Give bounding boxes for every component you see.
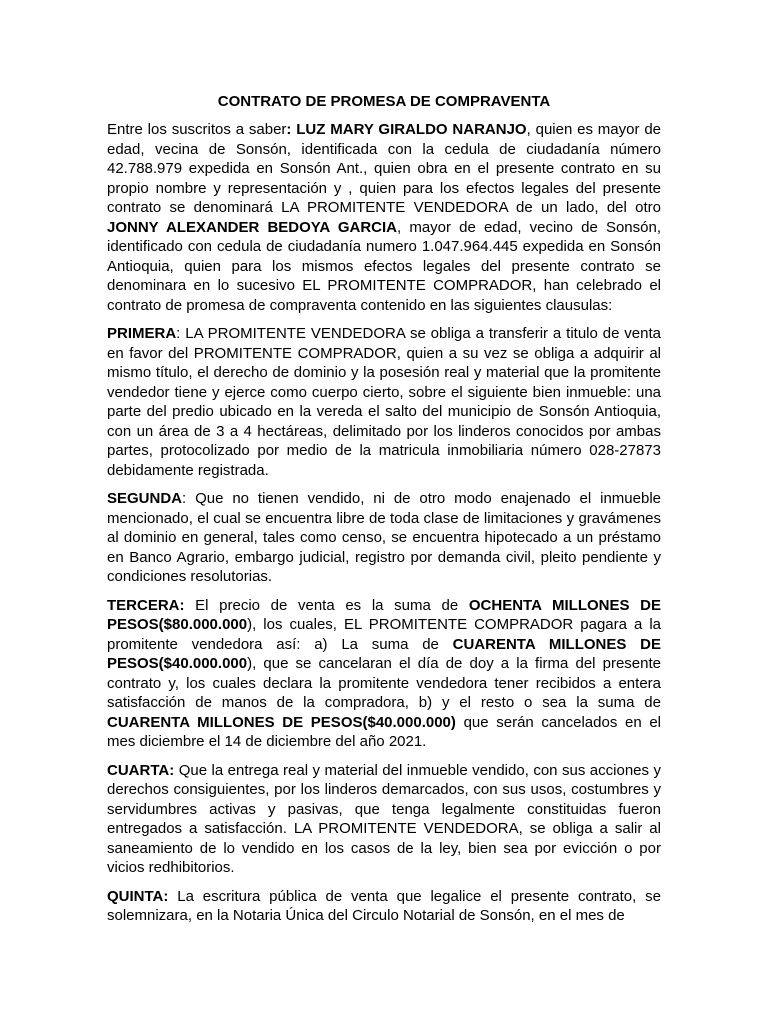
clause-primera-text: : LA PROMITENTE VENDEDORA se obliga a transferir a titulo de venta en favor del PROMITENTE COMPRADOR, quien a su vez se obliga a adquirir al mismo título, el derecho de dominio y la posesión real y material que la promitente vendedor tiene y ejerce como cuerpo cierto, sobre el siguiente bien inmueble: una parte del predio ubicado en la vereda el salto del municipio de Sonsón Antioquia, con un área de 3 a 4 hectáreas, delimitado por los linderos conocidos por ambas partes, protocolizado por medio de la matricula inmobiliaria número 028-27873 debidamente registrada. [107,325,661,479]
clause-cuarta-text: Que la entrega real y material del inmueble vendido, con sus acciones y derechos consiguientes, por los linderos demarcados, con sus usos, costumbres y servidumbres activas y pasivas, que tenga legalmente constituidas fueron entregados a satisfacción. LA PROMITENTE VENDEDORA, se obliga a salir al saneamiento de lo vendido en los casos de la ley, bien sea por evicción o por vicios redhibitorios. [107,761,661,876]
clause-tercera-text-2: ), los cuales, EL PROMITENTE COMPRADOR pagara a la promitente vendedora así: a) La suma de [107,616,661,653]
intro-text-1: Entre los suscritos a saber [107,121,287,138]
clause-tercera [107,596,661,752]
second-payment: CUARENTA MILLONES DE PESOS($40.000.000) [107,713,456,731]
clause-tercera-text-3: ), que se cancelaran el día de doy a la firma del presente contrato y, los cuales declara la promitente vendedora tener recibidos a entera satisfacción de manos de la compradora, b) y el resto o sea la suma de [107,655,661,711]
seller-name: : LUZ MARY GIRALDO NARANJO [286,121,527,138]
first-payment: CUARENTA MILLONES DE PESOS($40.000.000 [107,635,661,672]
clause-segunda-heading: SEGUNDA [107,490,183,507]
clause-primera-heading: PRIMERA [107,325,177,342]
clause-quinta [107,887,661,926]
total-price: OCHENTA MILLONES DE PESOS($80.000.000 [107,596,661,633]
clause-cuarta [107,761,661,878]
clause-cuarta-heading: CUARTA: [107,761,175,779]
clause-tercera-text-4: que serán cancelados en el mes diciembre el 14 de diciembre del año 2021. [107,713,661,750]
clause-tercera-text-1: El precio de venta es la suma de [184,596,469,614]
document-page [107,92,661,935]
clause-segunda [107,489,661,587]
document-title: CONTRATO DE PROMESA DE COMPRAVENTA [217,93,551,110]
clause-segunda-text: : Que no tienen vendido, ni de otro modo enajenado el inmueble mencionado, el cual se encuentra libre de toda clase de limitaciones y gravámenes al dominio en general, tales como censo, se encuentra hipotecado a un préstamo en Banco Agrario, embargo judicial, registro por demanda civil, pleito pendiente y condiciones resolutorias. [107,490,661,585]
clause-tercera-heading: TERCERA: [107,596,185,614]
intro-paragraph [107,120,661,315]
clause-quinta-text: La escritura pública de venta que legalice el presente contrato, se solemnizara, en la Notaria Única del Circulo Notarial de Sonsón, en el mes de [107,887,661,924]
clause-quinta-heading: QUINTA: [107,887,169,905]
intro-text-2: , quien es mayor de edad, vecina de Sonsón, identificada con la cedula de ciudadanía número 42.788.979 expedida en Sonsón Ant., quien obra en el presente contrato en su propio nombre y representación y , quien para los efectos legales del presente contrato se denominará LA PROMITENTE VENDEDORA de un lado, del otro [107,121,662,216]
intro-text-3: , mayor de edad, vecino de Sonsón, identificado con cedula de ciudadanía numero 1.047.964.445 expedida en Sonsón Antioquia, quien para los mismos efectos legales del presente contrato se denominara en lo sucesivo EL PROMITENTE COMPRADOR, han celebrado el contrato de promesa de compraventa contenido en las siguientes clausulas: [107,218,661,314]
clause-primera [107,324,661,480]
buyer-name: JONNY ALEXANDER BEDOYA GARCIA [107,218,398,236]
